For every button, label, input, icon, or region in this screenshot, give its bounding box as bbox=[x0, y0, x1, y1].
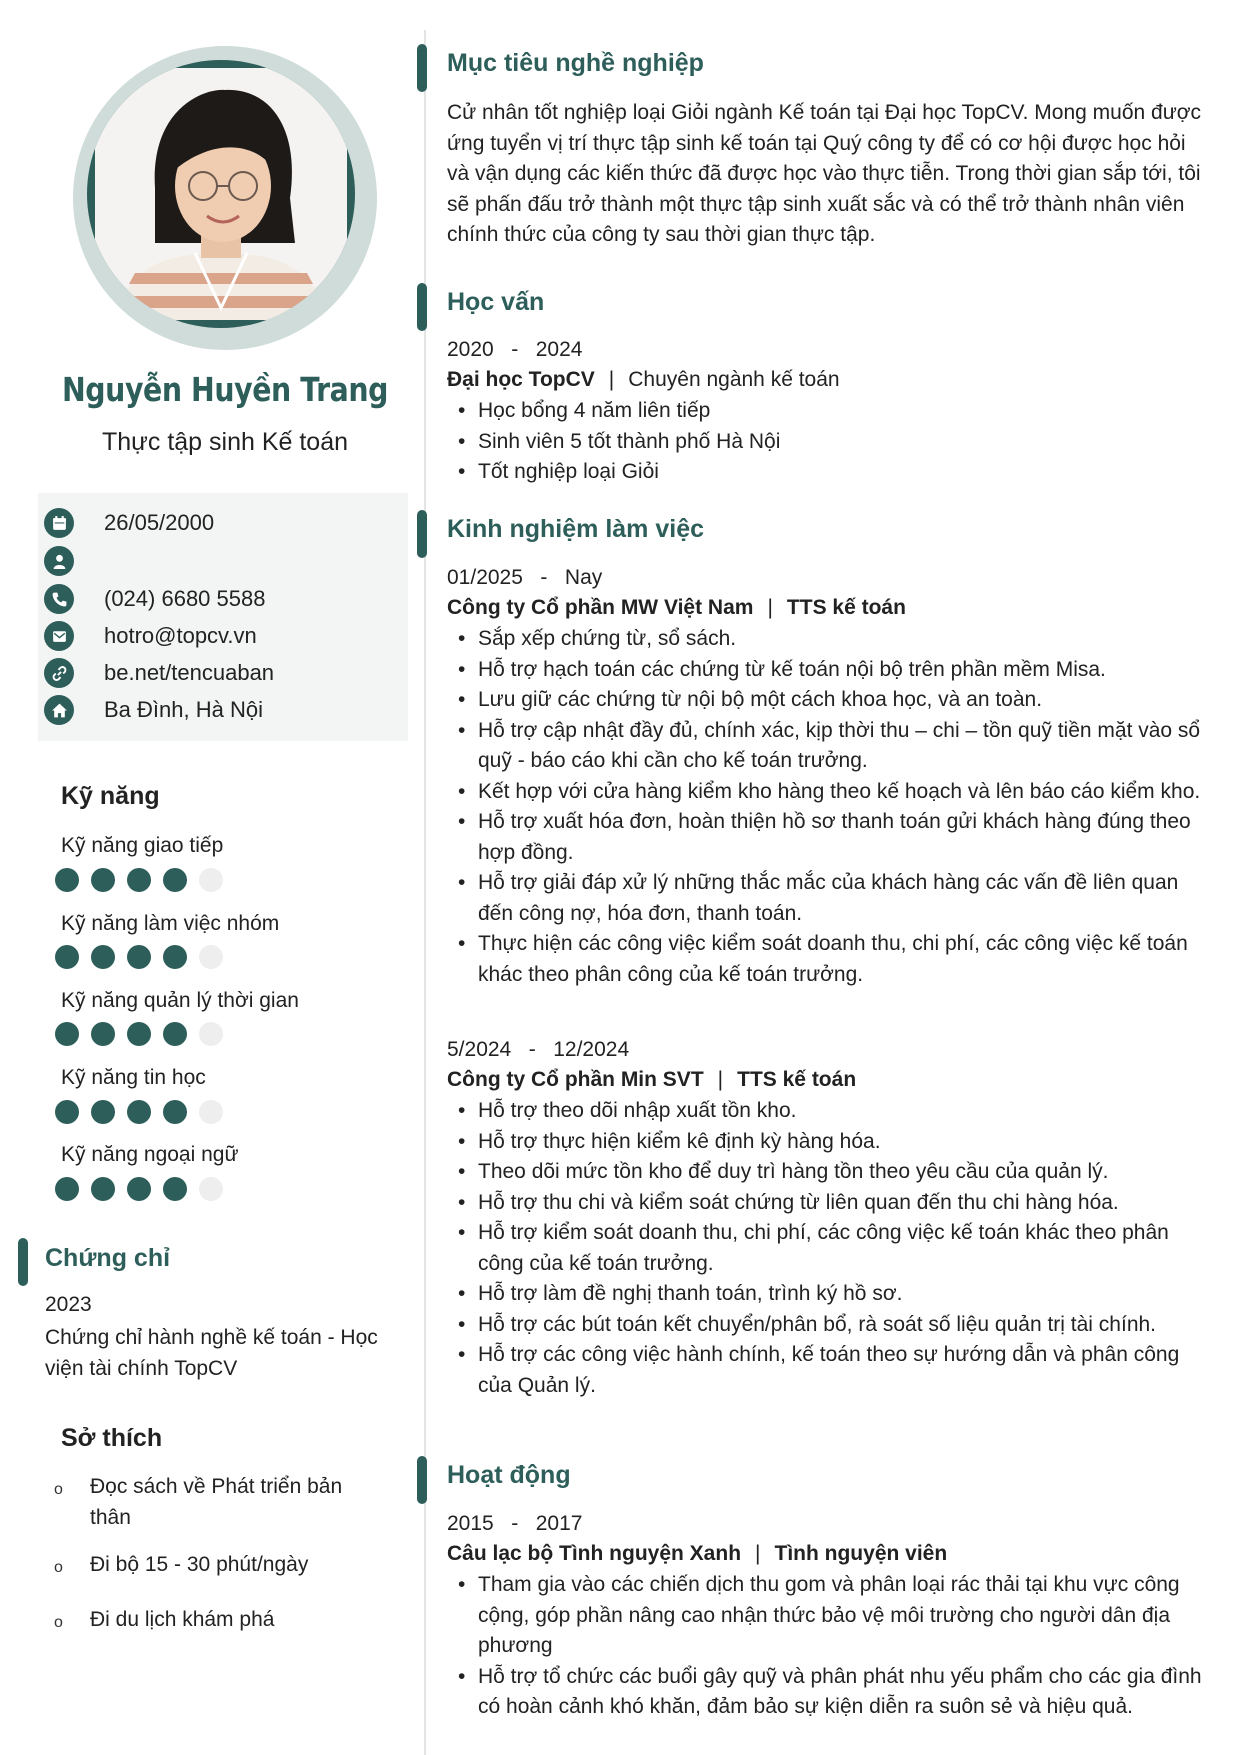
list-item: • Hỗ trợ theo dõi nhập xuất tồn kho. bbox=[458, 1096, 1210, 1127]
list-item: • Hỗ trợ thu chi và kiểm soát chứng từ liên quan đến thu chi hàng hóa. bbox=[458, 1188, 1210, 1219]
list-item: • Kết hợp với cửa hàng kiểm kho hàng theo kế hoạch và lên báo cáo kiểm kho. bbox=[458, 777, 1210, 808]
contact-phone bbox=[44, 583, 265, 615]
rating-dot-filled bbox=[55, 1177, 79, 1201]
candidate-name: Nguyễn Huyền Trang bbox=[61, 370, 389, 409]
rating-dot-empty bbox=[199, 1177, 223, 1201]
avatar bbox=[95, 68, 347, 320]
job-bullets bbox=[458, 1096, 1210, 1401]
rating-dot-filled bbox=[55, 868, 79, 892]
education-org-line bbox=[447, 368, 840, 392]
list-item: • Tốt nghiệp loại Giỏi bbox=[458, 457, 1210, 488]
rating-dot-filled bbox=[55, 1100, 79, 1124]
separator: | bbox=[717, 1068, 724, 1091]
skill-rating bbox=[55, 1100, 223, 1124]
separator: | bbox=[755, 1542, 761, 1565]
company-name: Công ty Cổ phần MW Việt Nam bbox=[447, 596, 754, 619]
certificate-text: Chứng chỉ hành nghề kế toán - Học viện tài chính TopCV bbox=[45, 1326, 378, 1380]
school-name: Đại học TopCV bbox=[447, 368, 595, 391]
hobby-text: Đi du lịch khám phá bbox=[90, 1608, 275, 1631]
objective-text: Cử nhân tốt nghiệp loại Giỏi ngành Kế toán tại Đại học TopCV. Mong muốn được ứng tuyển vị trí thực tập sinh kế toán tại Quý công ty để có cơ hội được học hỏi và vận dụng các kiến thức đã được học vào thực tiễn. Trong thời gian sắp tới, tôi sẽ phấn đấu trở thành một thực tập sinh xuất sắc và có thể trở thành nhân viên chính thức của công ty sau thời gian thực tập. bbox=[447, 101, 1202, 246]
activity-org-line bbox=[447, 1542, 947, 1566]
sidebar bbox=[0, 0, 420, 1755]
certificate-year: 2023 bbox=[45, 1293, 92, 1316]
hobby-bullet: o bbox=[54, 1481, 63, 1498]
skill-label: Kỹ năng làm việc nhóm bbox=[61, 912, 280, 935]
activities-heading: Hoạt động bbox=[447, 1461, 571, 1489]
section-accent-bar bbox=[417, 510, 427, 558]
list-item: • Hỗ trợ kiểm soát doanh thu, chi phí, các công việc kế toán khác theo phân công của kế toán trưởng. bbox=[458, 1218, 1210, 1279]
rating-dot-filled bbox=[127, 1100, 151, 1124]
skill-rating bbox=[55, 1177, 223, 1201]
list-item: • Hỗ trợ giải đáp xử lý những thắc mắc của khách hàng các vấn đề liên quan đến công nợ, hóa đơn, thanh toán. bbox=[458, 868, 1210, 929]
separator: | bbox=[767, 596, 773, 619]
rating-dot-filled bbox=[163, 868, 187, 892]
user-icon bbox=[44, 546, 74, 576]
hobby-item bbox=[54, 1549, 374, 1580]
rating-dot-empty bbox=[199, 1100, 223, 1124]
list-item: • Sắp xếp chứng từ, sổ sách. bbox=[458, 624, 1210, 655]
rating-dot-filled bbox=[91, 945, 115, 969]
list-item: • Theo dõi mức tồn kho để duy trì hàng tồn theo yêu cầu của quản lý. bbox=[458, 1157, 1210, 1188]
hobby-text: Đi bộ 15 - 30 phút/ngày bbox=[90, 1553, 309, 1576]
rating-dot-filled bbox=[91, 1177, 115, 1201]
list-item: • Hỗ trợ cập nhật đầy đủ, chính xác, kịp thời thu – chi – tồn quỹ tiền mặt vào sổ quỹ - báo cáo khi cần cho kế toán trưởng. bbox=[458, 716, 1210, 777]
email-text: hotro@topcv.vn bbox=[104, 623, 257, 648]
list-item: • Hỗ trợ hạch toán các chứng từ kế toán nội bộ trên phần mềm Misa. bbox=[458, 655, 1210, 686]
contact-email bbox=[44, 620, 257, 652]
separator: | bbox=[608, 368, 615, 391]
job-org-line bbox=[447, 596, 906, 620]
rating-dot-empty bbox=[199, 868, 223, 892]
phone-icon bbox=[44, 584, 74, 614]
candidate-title: Thực tập sinh Kế toán bbox=[101, 428, 349, 456]
job-org-line bbox=[447, 1068, 856, 1092]
certificates-heading: Chứng chỉ bbox=[45, 1244, 171, 1272]
objective-heading: Mục tiêu nghề nghiệp bbox=[447, 49, 704, 77]
activity-role: Tình nguyện viên bbox=[774, 1542, 948, 1565]
contact-birthday bbox=[44, 507, 214, 539]
rating-dot-filled bbox=[163, 1100, 187, 1124]
list-item: • Học bổng 4 năm liên tiếp bbox=[458, 396, 1210, 427]
contact-panel bbox=[38, 493, 408, 741]
rating-dot-filled bbox=[55, 945, 79, 969]
list-item: • Hỗ trợ thực hiện kiểm kê định kỳ hàng hóa. bbox=[458, 1127, 1210, 1158]
list-item: • Hỗ trợ các bút toán kết chuyển/phân bổ, rà soát số liệu quản trị tài chính. bbox=[458, 1310, 1210, 1341]
rating-dot-empty bbox=[199, 945, 223, 969]
education-heading: Học vấn bbox=[447, 288, 545, 316]
skill-rating bbox=[55, 945, 223, 969]
link-icon bbox=[44, 658, 74, 688]
skill-label: Kỹ năng ngoại ngữ bbox=[61, 1143, 239, 1166]
rating-dot-filled bbox=[55, 1022, 79, 1046]
mail-icon bbox=[44, 621, 74, 651]
address-text: Ba Đình, Hà Nội bbox=[104, 697, 263, 722]
section-accent-bar bbox=[18, 1238, 28, 1286]
job-period: 01/2025 - Nay bbox=[447, 566, 603, 589]
rating-dot-filled bbox=[127, 1022, 151, 1046]
contact-address bbox=[44, 694, 263, 726]
calendar-icon bbox=[44, 508, 74, 538]
skill-label: Kỹ năng tin học bbox=[61, 1066, 206, 1089]
list-item: • Lưu giữ các chứng từ nội bộ một cách khoa học, và an toàn. bbox=[458, 685, 1210, 716]
hobby-bullet: o bbox=[54, 1559, 63, 1576]
activity-period: 2015 - 2017 bbox=[447, 1512, 583, 1535]
education-period: 2020 - 2024 bbox=[447, 338, 583, 361]
website-text: be.net/tencuaban bbox=[104, 660, 275, 685]
rating-dot-filled bbox=[91, 1100, 115, 1124]
company-name: Công ty Cổ phần Min SVT bbox=[447, 1068, 704, 1091]
rating-dot-filled bbox=[91, 868, 115, 892]
list-item: • Hỗ trợ tổ chức các buổi gây quỹ và phân phát nhu yếu phẩm cho các gia đình có hoàn cảnh khó khăn, đảm bảo sự kiện diễn ra suôn sẻ và hiệu quả. bbox=[458, 1662, 1210, 1723]
job-role: TTS kế toán bbox=[786, 596, 906, 619]
birthday-text: 26/05/2000 bbox=[104, 510, 215, 535]
job-bullets bbox=[458, 624, 1210, 990]
section-accent-bar bbox=[417, 44, 427, 92]
activity-bullets bbox=[458, 1570, 1210, 1723]
experience-heading: Kinh nghiệm làm việc bbox=[447, 515, 705, 543]
contact-website bbox=[44, 657, 274, 689]
rating-dot-filled bbox=[127, 1177, 151, 1201]
skill-label: Kỹ năng giao tiếp bbox=[61, 834, 224, 857]
list-item: • Sinh viên 5 tốt thành phố Hà Nội bbox=[458, 427, 1210, 458]
home-icon bbox=[44, 695, 74, 725]
job-period: 5/2024 - 12/2024 bbox=[447, 1038, 630, 1061]
skill-rating bbox=[55, 868, 223, 892]
rating-dot-empty bbox=[199, 1022, 223, 1046]
phone-text: (024) 6680 5588 bbox=[104, 586, 266, 611]
skills-heading: Kỹ năng bbox=[61, 782, 160, 810]
profile-photo bbox=[73, 46, 377, 350]
rating-dot-filled bbox=[163, 945, 187, 969]
list-item: • Tham gia vào các chiến dịch thu gom và phân loại rác thải tại khu vực công cộng, góp phần nâng cao nhận thức bảo vệ môi trường cho người dân địa phương bbox=[458, 1570, 1210, 1662]
rating-dot-filled bbox=[163, 1022, 187, 1046]
section-accent-bar bbox=[417, 283, 427, 331]
section-accent-bar bbox=[417, 1456, 427, 1504]
hobby-item bbox=[54, 1604, 374, 1635]
job-role: TTS kế toán bbox=[737, 1068, 857, 1091]
list-item: • Hỗ trợ xuất hóa đơn, hoàn thiện hồ sơ thanh toán gửi khách hàng đúng theo hợp đồng. bbox=[458, 807, 1210, 868]
hobby-text: Đọc sách về Phát triển bản thân bbox=[90, 1475, 343, 1529]
rating-dot-filled bbox=[91, 1022, 115, 1046]
skill-rating bbox=[55, 1022, 223, 1046]
hobbies-heading: Sở thích bbox=[61, 1424, 163, 1452]
rating-dot-filled bbox=[163, 1177, 187, 1201]
list-item: • Hỗ trợ các công việc hành chính, kế toán theo sự hướng dẫn và phân công của Quản lý. bbox=[458, 1340, 1210, 1401]
list-item: • Thực hiện các công việc kiểm soát doanh thu, chi phí, các công việc kế toán khác theo phân công của kế toán trưởng. bbox=[458, 929, 1210, 990]
education-bullets bbox=[458, 396, 1210, 488]
skill-label: Kỹ năng quản lý thời gian bbox=[61, 989, 299, 1012]
hobby-item bbox=[54, 1471, 374, 1533]
hobby-bullet: o bbox=[54, 1614, 63, 1631]
contact-gender bbox=[44, 545, 104, 577]
list-item: • Hỗ trợ làm đề nghị thanh toán, trình ký hồ sơ. bbox=[458, 1279, 1210, 1310]
rating-dot-filled bbox=[127, 945, 151, 969]
rating-dot-filled bbox=[127, 868, 151, 892]
activity-org: Câu lạc bộ Tình nguyện Xanh bbox=[447, 1542, 742, 1565]
major-name: Chuyên ngành kế toán bbox=[628, 368, 840, 391]
